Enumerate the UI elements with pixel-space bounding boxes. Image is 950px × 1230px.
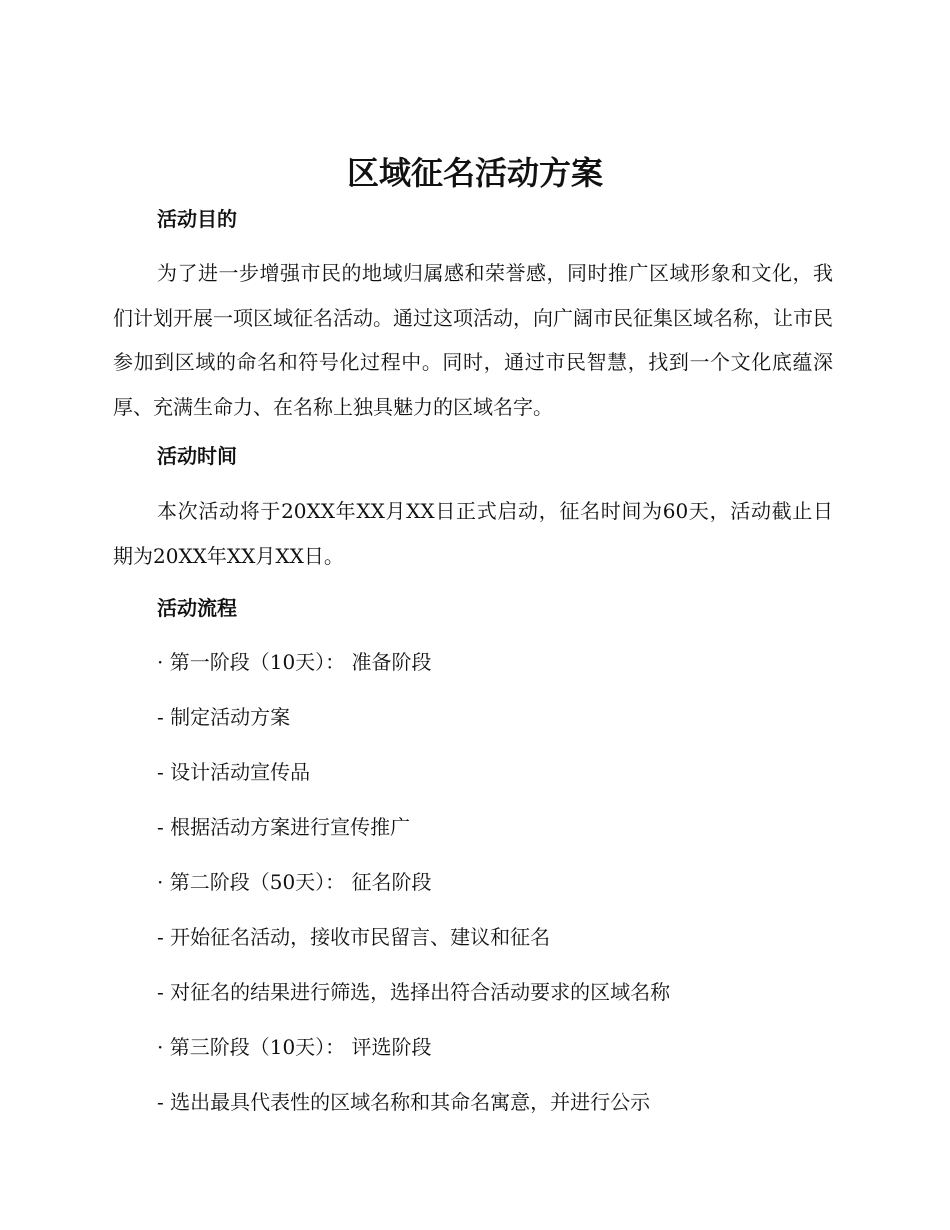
list-item: - 制定活动方案 bbox=[157, 705, 291, 729]
list-item: - 开始征名活动，接收市民留言、建议和征名 bbox=[157, 925, 551, 949]
list-item: · 第一阶段（10天）： 准备阶段 bbox=[157, 650, 432, 674]
section-paragraph-purpose: 为了进一步增强市民的地域归属感和荣誉感，同时推广区域形象和文化，我们计划开展一项区域征名活动。通过这项活动，向广阔市民征集区域名称，让市民参加到区域的命名和符号化过程中。同时，通过市民智慧，找到一个文化底蕴深厚、充满生命力、在名称上独具魅力的区域名字。 bbox=[113, 261, 833, 419]
list-item: - 选出最具代表性的区域名称和其命名寓意，并进行公示 bbox=[157, 1090, 651, 1114]
document-title: 区域征名活动方案 bbox=[346, 154, 603, 192]
section-paragraph-time: 本次活动将于20XX年XX月XX日正式启动，征名时间为60天，活动截止日期为20XX年XX月XX日。 bbox=[113, 499, 833, 568]
section-heading-process: 活动流程 bbox=[157, 596, 237, 620]
list-item: - 设计活动宣传品 bbox=[157, 760, 311, 784]
list-item: - 根据活动方案进行宣传推广 bbox=[157, 815, 411, 839]
list-item: - 对征名的结果进行筛选，选择出符合活动要求的区域名称 bbox=[157, 980, 671, 1004]
list-item: · 第三阶段（10天）： 评选阶段 bbox=[157, 1035, 432, 1059]
section-heading-time: 活动时间 bbox=[157, 444, 237, 468]
list-item: · 第二阶段（50天）： 征名阶段 bbox=[157, 870, 432, 894]
section-heading-purpose: 活动目的 bbox=[157, 207, 237, 231]
